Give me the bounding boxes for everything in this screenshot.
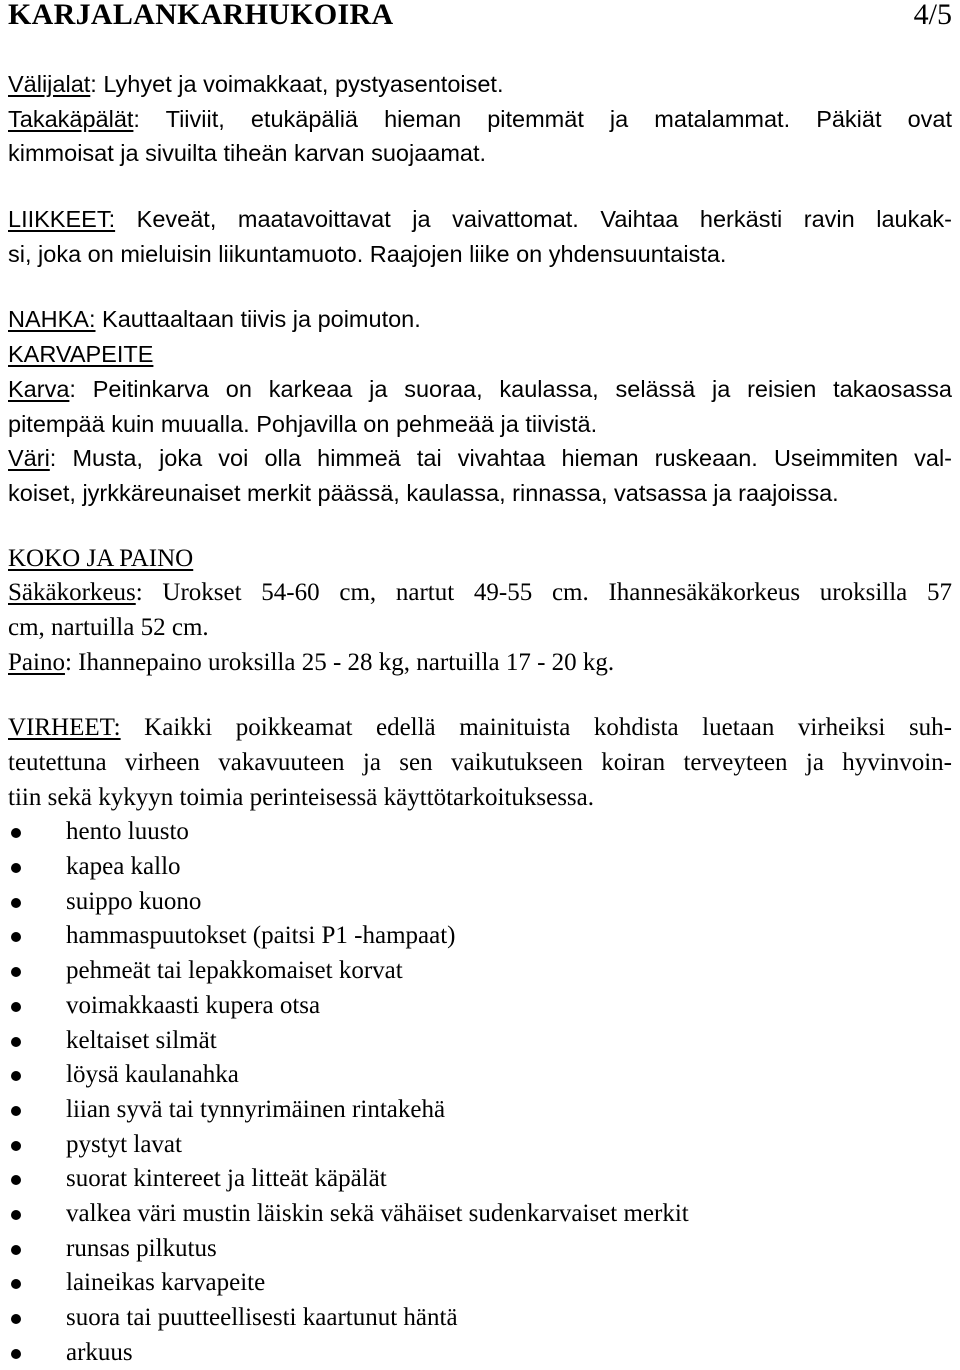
paino-label: Paino	[8, 648, 65, 676]
list-item	[8, 1093, 952, 1128]
paragraph-karva	[8, 372, 952, 407]
karva-label: Karva	[8, 375, 70, 402]
paino-text: : Ihannepaino uroksilla 25 - 28 kg, nartuilla 17 - 20 kg.	[64, 648, 615, 676]
bullet-icon	[11, 1002, 21, 1012]
text-line: pitempää kuin muualla. Pohjavilla on pehmeää ja tiivistä.	[8, 410, 598, 437]
list-item	[8, 1232, 952, 1267]
paragraph-virheet	[8, 711, 952, 746]
nahka-text: Kauttaaltaan tiivis ja poimuton.	[95, 306, 421, 333]
liikkeet-label: LIIKKEET:	[8, 206, 116, 233]
list-item	[8, 954, 952, 989]
karvapeite-label: KARVAPEITE	[8, 341, 154, 368]
list-item	[8, 1162, 952, 1197]
list-item-text: suippo kuono	[66, 887, 202, 915]
bullet-icon	[11, 898, 21, 908]
paragraph-valijalat	[8, 67, 952, 102]
list-item-text: löysä kaulanahka	[66, 1061, 239, 1089]
list-item-text: kapea kallo	[66, 853, 181, 881]
valijalat-label: Välijalat	[8, 71, 91, 97]
list-item-text: hammaspuutokset (paitsi P1 -hampaat)	[66, 922, 456, 950]
breed-title: KARJALANKARHUKOIRA	[8, 0, 394, 31]
list-item	[8, 885, 952, 920]
list-item	[8, 919, 952, 954]
list-item-text: pehmeät tai lepakkomaiset korvat	[66, 957, 403, 985]
list-item-text: suora tai puutteellisesti kaartunut häntä	[66, 1304, 458, 1331]
bullet-icon	[11, 1106, 21, 1116]
valijalat-text: : Lyhyet ja voimakkaat, pystyasentoiset.	[90, 71, 504, 97]
text-line: tiin sekä kykyyn toimia perinteisessä käyttötarkoituksessa.	[8, 783, 594, 811]
list-item-text: pystyt lavat	[66, 1130, 182, 1158]
list-item	[8, 1058, 952, 1093]
list-item-text: runsas pilkutus	[66, 1234, 217, 1262]
bullet-icon	[11, 863, 21, 873]
heading-karvapeite	[8, 337, 952, 372]
karva-text: : Peitinkarva on karkeaa ja suoraa, kaulassa, selässä ja reisien takaosassa	[69, 375, 952, 402]
bullet-icon	[11, 1245, 21, 1255]
takakapalat-label: Takakäpälät	[8, 105, 134, 132]
text-line: koiset, jyrkkäreunaiset merkit päässä, kaulassa, rinnassa, vatsassa ja raajoissa.	[8, 479, 839, 506]
page-header	[8, 0, 952, 34]
list-item	[8, 1024, 952, 1059]
list-item	[8, 1336, 952, 1370]
list-item	[8, 989, 952, 1024]
list-item	[8, 1266, 952, 1301]
list-item	[8, 1128, 952, 1163]
bullet-icon	[11, 1349, 21, 1359]
faults-list	[8, 815, 952, 1370]
bullet-icon	[11, 1314, 21, 1324]
list-item-text: hento luusto	[66, 818, 189, 846]
list-item-text: keltaiset silmät	[66, 1026, 217, 1054]
bullet-icon	[11, 1210, 21, 1220]
nahka-label: NAHKA:	[8, 306, 96, 333]
list-item-text: arkuus	[66, 1338, 133, 1366]
list-item	[8, 1301, 952, 1336]
list-item-text: voimakkaasti kupera otsa	[66, 991, 321, 1019]
koko-ja-paino-label: KOKO JA PAINO	[8, 544, 194, 572]
paragraph-sakakorkeus	[8, 576, 952, 611]
list-item-text: suorat kintereet ja litteät käpälät	[66, 1165, 387, 1193]
text-line: si, joka on mieluisin liikuntamuoto. Raajojen liike on yhdensuuntaista.	[8, 240, 727, 267]
list-item	[8, 850, 952, 885]
paragraph-vari	[8, 441, 952, 476]
paragraph-paino	[8, 646, 952, 681]
vari-text: : Musta, joka voi olla himmeä tai vivahtaa hieman ruskeaan. Useimmiten val-	[49, 445, 952, 472]
text-line: teutettuna virheen vakavuuteen ja sen vaikutukseen koiran terveyteen ja hyvinvoin-	[8, 749, 952, 776]
vari-label: Väri	[8, 445, 50, 472]
heading-koko-ja-paino	[8, 542, 952, 577]
list-item	[8, 1197, 952, 1232]
sakakorkeus-text: : Urokset 54-60 cm, nartut 49-55 cm. Ihannesäkäkorkeus uroksilla 57	[135, 579, 952, 607]
takakapalat-text: : Tiiviit, etukäpäliä hieman pitemmät ja matalammat. Päkiät ovat	[133, 105, 952, 132]
paragraph-liikkeet	[8, 202, 952, 237]
list-item-text: laineikas karvapeite	[66, 1269, 266, 1297]
page-number: 4/5	[913, 0, 952, 31]
list-item	[8, 815, 952, 850]
text-line: cm, nartuilla 52 cm.	[8, 613, 209, 641]
bullet-icon	[11, 1279, 21, 1289]
bullet-icon	[11, 828, 21, 838]
bullet-icon	[11, 1175, 21, 1185]
text-line: kimmoisat ja sivuilta tiheän karvan suojaamat.	[8, 140, 487, 167]
bullet-icon	[11, 1071, 21, 1081]
paragraph-nahka	[8, 302, 952, 337]
virheet-label: VIRHEET:	[8, 714, 121, 742]
virheet-text: Kaikki poikkeamat edellä mainituista kohdista luetaan virheiksi suh-	[120, 714, 952, 742]
paragraph-takakapalat	[8, 102, 952, 137]
bullet-icon	[11, 1037, 21, 1047]
liikkeet-text: Keveät, maatavoittavat ja vaivattomat. Vaihtaa herkästi ravin laukak-	[115, 206, 952, 233]
sakakorkeus-label: Säkäkorkeus	[8, 579, 136, 607]
bullet-icon	[11, 932, 21, 942]
list-item-text: valkea väri mustin läiskin sekä vähäiset sudenkarvaiset merkit	[66, 1199, 689, 1227]
bullet-icon	[11, 1141, 21, 1151]
list-item-text: liian syvä tai tynnyrimäinen rintakehä	[66, 1095, 446, 1123]
bullet-icon	[11, 967, 21, 977]
